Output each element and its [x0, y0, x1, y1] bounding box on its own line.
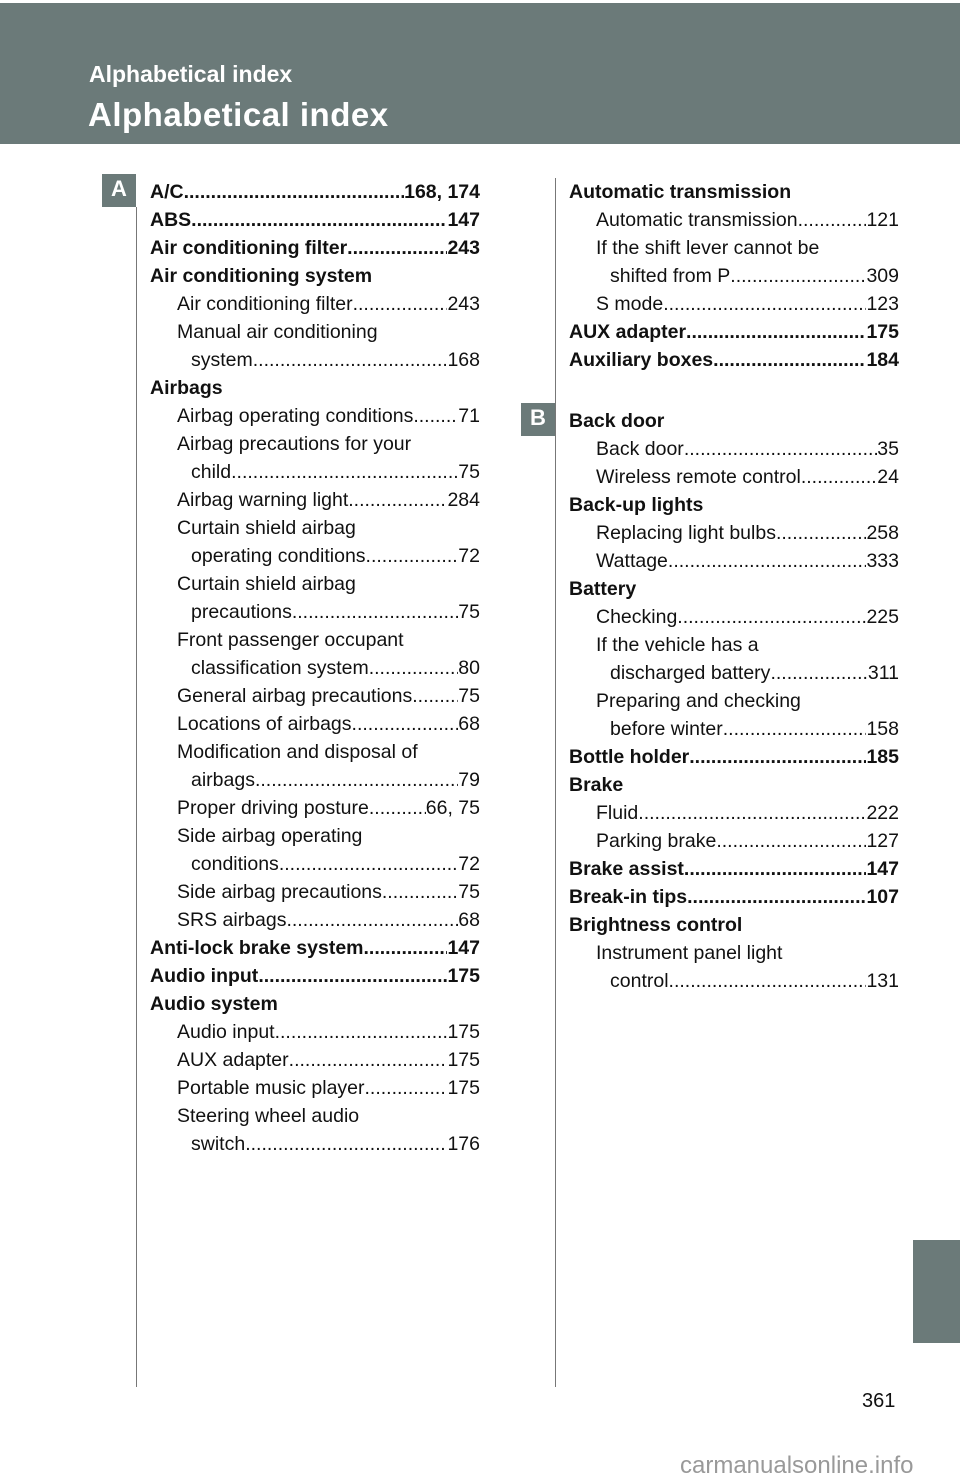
dot-leader	[279, 850, 458, 878]
index-entry[interactable]	[150, 934, 480, 962]
page-ref: 168	[447, 349, 480, 371]
dot-leader	[730, 262, 866, 290]
entry-text: Replacing light bulbs	[596, 522, 776, 544]
entry-text: AUX adapter	[177, 1049, 289, 1071]
page-ref: 333	[866, 550, 899, 572]
index-subentry[interactable]	[150, 486, 480, 514]
index-subentry[interactable]	[569, 939, 899, 967]
entry-text: If the shift lever cannot be	[596, 237, 820, 259]
entry-text: control	[610, 970, 669, 992]
index-subentry[interactable]	[569, 547, 899, 575]
index-entry[interactable]	[569, 178, 899, 206]
entry-text: If the vehicle has a	[596, 634, 759, 656]
page-ref: 243	[447, 237, 480, 259]
entry-text: precautions	[191, 601, 292, 623]
index-subentry[interactable]	[569, 234, 899, 262]
dot-leader	[723, 715, 867, 743]
page-ref: 168, 174	[404, 181, 480, 203]
dot-leader	[366, 542, 459, 570]
entry-text: conditions	[191, 853, 279, 875]
entry-text: discharged battery	[610, 662, 771, 684]
header-band	[0, 3, 960, 144]
index-subentry[interactable]	[569, 463, 899, 491]
dot-leader	[382, 878, 458, 906]
dot-leader	[668, 547, 867, 575]
entry-text: Back door	[596, 438, 684, 460]
entry-text: shifted from P	[610, 265, 731, 287]
column-divider-right	[555, 178, 556, 1387]
index-subentry[interactable]	[150, 626, 480, 654]
dot-leader	[369, 794, 426, 822]
page-ref: 284	[447, 489, 480, 511]
dot-leader	[713, 346, 866, 374]
index-subentry[interactable]	[150, 1130, 480, 1158]
entry-text: system	[191, 349, 253, 371]
entry-text: Brake	[569, 774, 624, 796]
index-entry[interactable]	[569, 883, 899, 911]
index-subentry[interactable]	[150, 1018, 480, 1046]
entry-text: Air conditioning filter	[177, 293, 353, 315]
index-subentry[interactable]	[150, 514, 480, 542]
entry-text: Back door	[569, 410, 665, 432]
watermark: carmanualsonline.info	[680, 1452, 914, 1479]
letter-badge-a: A	[102, 174, 136, 207]
dot-leader	[716, 827, 866, 855]
dot-leader	[677, 603, 866, 631]
dot-leader	[184, 178, 405, 206]
dot-leader	[798, 206, 867, 234]
entry-text: Airbags	[150, 377, 223, 399]
index-subentry[interactable]	[150, 430, 480, 458]
entry-text: ABS	[150, 209, 192, 231]
index-entry[interactable]	[569, 743, 899, 771]
index-subentry[interactable]	[150, 1074, 480, 1102]
index-subentry[interactable]	[569, 519, 899, 547]
entry-text: Curtain shield airbag	[177, 573, 356, 595]
entry-text: Airbag operating conditions	[177, 405, 414, 427]
entry-text: Battery	[569, 578, 637, 600]
page-ref: 225	[866, 606, 899, 628]
index-entry[interactable]	[569, 575, 899, 603]
index-subentry[interactable]	[150, 1046, 480, 1074]
entry-text: Fluid	[596, 802, 639, 824]
index-subentry[interactable]	[569, 290, 899, 318]
dot-leader	[801, 463, 877, 491]
page-ref: 222	[866, 802, 899, 824]
index-entry[interactable]	[569, 855, 899, 883]
dot-leader	[412, 682, 458, 710]
page-ref: 243	[447, 293, 480, 315]
index-column-right	[569, 178, 899, 995]
entry-text: Proper driving posture	[177, 797, 369, 819]
page-ref: 175	[866, 321, 899, 343]
index-subentry[interactable]	[150, 542, 480, 570]
page-number: 361	[862, 1390, 896, 1412]
index-subentry[interactable]	[150, 794, 480, 822]
page-ref: 147	[447, 209, 480, 231]
index-subentry[interactable]	[150, 906, 480, 934]
entry-text: Manual air conditioning	[177, 321, 378, 343]
section-tab[interactable]	[913, 1240, 960, 1343]
index-column-left	[150, 178, 480, 1158]
entry-text: Brightness control	[569, 914, 743, 936]
index-subentry[interactable]	[569, 827, 899, 855]
entry-text: A/C	[150, 181, 184, 203]
section-gap	[569, 374, 899, 407]
dot-leader	[684, 855, 867, 883]
entry-text: Audio input	[177, 1021, 275, 1043]
dot-leader	[687, 883, 866, 911]
entry-text: Anti-lock brake system	[150, 937, 364, 959]
index-entry[interactable]	[150, 206, 480, 234]
entry-text: SRS airbags	[177, 909, 287, 931]
dot-leader	[231, 458, 458, 486]
dot-leader	[352, 710, 459, 738]
dot-leader	[255, 766, 458, 794]
index-entry[interactable]	[150, 234, 480, 262]
page-ref: 79	[458, 769, 480, 791]
entry-text: S mode	[596, 293, 664, 315]
index-entry[interactable]	[569, 346, 899, 374]
dot-leader	[684, 435, 877, 463]
index-subentry[interactable]	[150, 682, 480, 710]
dot-leader	[638, 799, 866, 827]
entry-text: Air conditioning filter	[150, 237, 348, 259]
dot-leader	[353, 290, 448, 318]
index-entry[interactable]	[569, 318, 899, 346]
index-entry[interactable]	[150, 374, 480, 402]
entry-text: AUX adapter	[569, 321, 687, 343]
dot-leader	[364, 934, 448, 962]
index-subentry[interactable]	[569, 631, 899, 659]
entry-text: Steering wheel audio	[177, 1105, 360, 1127]
page-ref: 185	[866, 746, 899, 768]
index-entry[interactable]	[150, 962, 480, 990]
entry-text: Preparing and checking	[596, 690, 801, 712]
dot-leader	[348, 486, 447, 514]
page-ref: 75	[458, 685, 480, 707]
section-label: Alphabetical index	[89, 61, 293, 87]
entry-text: Airbag precautions for your	[177, 433, 412, 455]
index-subentry[interactable]	[569, 262, 899, 290]
entry-text: Curtain shield airbag	[177, 517, 356, 539]
index-entry[interactable]	[569, 407, 899, 435]
page-ref: 176	[447, 1133, 480, 1155]
dot-leader	[413, 402, 458, 430]
index-subentry[interactable]	[569, 715, 899, 743]
index-subentry[interactable]	[150, 402, 480, 430]
entry-text: Side airbag operating	[177, 825, 363, 847]
dot-leader	[689, 743, 866, 771]
page-ref: 75	[458, 881, 480, 903]
page-ref: 175	[447, 1049, 480, 1071]
entry-text: Front passenger occupant	[177, 629, 404, 651]
entry-text: Back-up lights	[569, 494, 704, 516]
index-subentry[interactable]	[150, 1102, 480, 1130]
index-subentry[interactable]	[569, 967, 899, 995]
page-ref: 147	[866, 858, 899, 880]
index-subentry[interactable]	[569, 435, 899, 463]
index-entry[interactable]	[569, 491, 899, 519]
page-ref: 107	[866, 886, 899, 908]
dot-leader	[347, 234, 447, 262]
page-ref: 66, 75	[425, 797, 480, 819]
page-ref: 72	[458, 545, 480, 567]
entry-text: Automatic transmission	[596, 209, 798, 231]
dot-leader	[686, 318, 866, 346]
index-subentry[interactable]	[150, 654, 480, 682]
dot-leader	[776, 519, 867, 547]
page-ref: 258	[866, 522, 899, 544]
page-ref: 72	[458, 853, 480, 875]
entry-text: Audio input	[150, 965, 259, 987]
page-ref: 175	[447, 1021, 480, 1043]
page-ref: 80	[458, 657, 480, 679]
entry-text: General airbag precautions	[177, 685, 413, 707]
dot-leader	[365, 1074, 448, 1102]
page-ref: 158	[866, 718, 899, 740]
index-subentry[interactable]	[150, 850, 480, 878]
letter-badge-b: B	[521, 403, 555, 436]
page-ref: 75	[458, 461, 480, 483]
dot-leader	[292, 598, 458, 626]
index-subentry[interactable]	[150, 738, 480, 766]
page-ref: 309	[866, 265, 899, 287]
page-ref: 68	[458, 713, 480, 735]
index-subentry[interactable]	[569, 687, 899, 715]
page-ref: 75	[458, 601, 480, 623]
page-ref: 24	[877, 466, 899, 488]
index-subentry[interactable]	[150, 346, 480, 374]
index-subentry[interactable]	[569, 603, 899, 631]
page-ref: 175	[447, 965, 480, 987]
index-subentry[interactable]	[150, 290, 480, 318]
dot-leader	[289, 1046, 448, 1074]
index-subentry[interactable]	[569, 659, 899, 687]
entry-text: Break-in tips	[569, 886, 688, 908]
entry-text: Automatic transmission	[569, 181, 792, 203]
page-ref: 123	[866, 293, 899, 315]
entry-text: operating conditions	[191, 545, 366, 567]
dot-leader	[245, 1130, 447, 1158]
index-entry[interactable]	[150, 990, 480, 1018]
dot-leader	[369, 654, 459, 682]
page-ref: 147	[447, 937, 480, 959]
index-subentry[interactable]	[150, 318, 480, 346]
page-ref: 35	[877, 438, 899, 460]
index-subentry[interactable]	[150, 710, 480, 738]
index-subentry[interactable]	[150, 598, 480, 626]
entry-text: child	[191, 461, 232, 483]
dot-leader	[191, 206, 447, 234]
index-entry[interactable]	[150, 178, 480, 206]
index-subentry[interactable]	[150, 822, 480, 850]
entry-text: airbags	[191, 769, 255, 791]
entry-text: Air conditioning system	[150, 265, 373, 287]
dot-leader	[286, 906, 458, 934]
entry-text: Portable music player	[177, 1077, 365, 1099]
entry-text: Instrument panel light	[596, 942, 783, 964]
entry-text: Side airbag precautions	[177, 881, 382, 903]
page-ref: 68	[458, 909, 480, 931]
dot-leader	[663, 290, 866, 318]
page-ref: 121	[866, 209, 899, 231]
column-divider-left	[136, 207, 137, 1387]
entry-text: Auxiliary boxes	[569, 349, 714, 371]
entry-text: Checking	[596, 606, 678, 628]
index-subentry[interactable]	[569, 206, 899, 234]
index-entry[interactable]	[569, 771, 899, 799]
index-subentry[interactable]	[150, 878, 480, 906]
dot-leader	[253, 346, 448, 374]
entry-text: Wattage	[596, 550, 668, 572]
entry-text: Audio system	[150, 993, 278, 1015]
page-ref: 311	[867, 662, 899, 684]
page-ref: 175	[447, 1077, 480, 1099]
index-subentry[interactable]	[150, 570, 480, 598]
entry-text: Locations of airbags	[177, 713, 352, 735]
dot-leader	[770, 659, 867, 687]
index-subentry[interactable]	[150, 766, 480, 794]
entry-text: Airbag warning light	[177, 489, 349, 511]
index-subentry[interactable]	[569, 799, 899, 827]
index-subentry[interactable]	[150, 458, 480, 486]
entry-text: Parking brake	[596, 830, 717, 852]
entry-text: Modification and disposal of	[177, 741, 418, 763]
entry-text: Wireless remote control	[596, 466, 801, 488]
entry-text: classification system	[191, 657, 369, 679]
entry-text: Brake assist	[569, 858, 684, 880]
entry-text: Bottle holder	[569, 746, 690, 768]
entry-text: before winter	[610, 718, 723, 740]
dot-leader	[258, 962, 447, 990]
page-ref: 127	[866, 830, 899, 852]
index-entry[interactable]	[569, 911, 899, 939]
index-entry[interactable]	[150, 262, 480, 290]
dot-leader	[275, 1018, 448, 1046]
page-ref: 184	[866, 349, 899, 371]
dot-leader	[669, 967, 867, 995]
entry-text: switch	[191, 1133, 246, 1155]
page-ref: 131	[866, 970, 899, 992]
page-ref: 71	[458, 405, 480, 427]
page-title: Alphabetical index	[88, 96, 389, 133]
